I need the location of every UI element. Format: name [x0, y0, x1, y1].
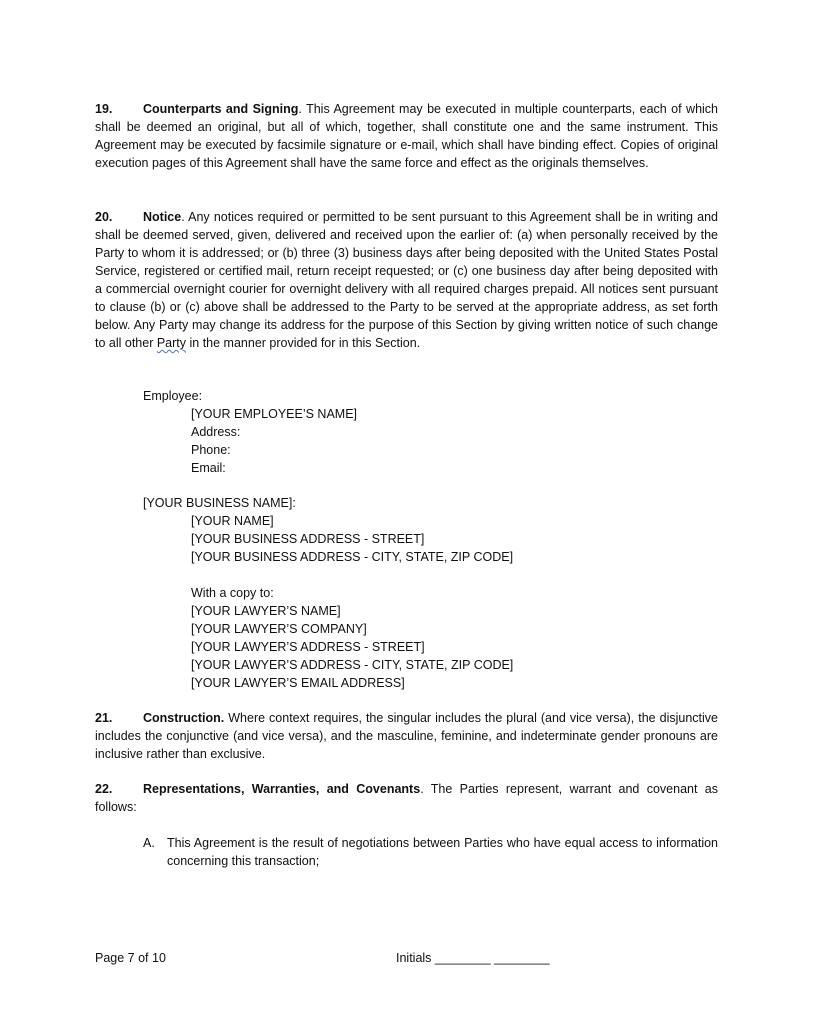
section-body-end: in the manner provided for in this Section. — [186, 336, 421, 350]
block-line: [YOUR BUSINESS ADDRESS - STREET] — [191, 532, 425, 546]
page-number: Page 7 of 10 — [95, 951, 166, 965]
section-title: Notice — [143, 210, 182, 224]
block-line: Email: — [191, 461, 226, 475]
list-item-text: This Agreement is the result of negotiations between Parties who have equal access to information concerning this transaction; — [167, 836, 718, 868]
block-line: [YOUR LAWYER’S ADDRESS - CITY, STATE, ZIP CODE] — [191, 658, 514, 672]
list-item — [143, 834, 718, 870]
block-label: [YOUR BUSINESS NAME]: — [143, 496, 296, 510]
section-body: . Any notices required or permitted to be sent pursuant to this Agreement shall be in writing and shall be deemed served, given, delivered and received upon the earlier of: (a) when personally received by the Party to whom it is addressed; or (b) three (3) business days after being deposited with the United States Postal Service, registered or certified mail, return receipt requested; or (c) one business day after being deposited with a commercial overnight courier for overnight delivery with all required charges prepaid. All notices sent pursuant to clause (b) or (c) above shall be addressed to the Party to be served at the appropriate address, as set forth below. Any Party may change its address for the purpose of this Section by giving written notice of such change to all other — [95, 210, 718, 350]
spellcheck-flagged-word[interactable]: Party — [156, 336, 187, 350]
section-title: Counterparts and Signing — [143, 102, 299, 116]
section-body: . This Agreement may be executed in multiple counterparts, each of which shall be deemed an original, but all of which, together, shall constitute one and the same instrument. This Agreement may be executed by facsimile signature or e-mail, which shall have binding effect. Copies of original execution pages of this Agreement shall have the same force and effect as the originals themselves. — [95, 102, 718, 170]
initials-line: Initials ________ ________ — [396, 951, 550, 965]
section-22 — [95, 780, 718, 816]
section-body: . The Parties represent, warrant and covenant as follows: — [95, 782, 718, 814]
block-line: [YOUR BUSINESS ADDRESS - CITY, STATE, ZIP CODE] — [191, 550, 514, 564]
block-label: Employee: — [143, 389, 203, 403]
section-number: 20. — [95, 210, 113, 224]
block-line: [YOUR NAME] — [191, 514, 274, 528]
section-21 — [95, 709, 718, 763]
block-line: [YOUR LAWYER’S COMPANY] — [191, 622, 367, 636]
section-body: Where context requires, the singular includes the plural (and vice versa), the disjunctive includes the conjunctive (and vice versa), and the masculine, feminine, and indeterminate gender pronouns are inclusive rather than exclusive. — [95, 711, 718, 761]
section-title: Representations, Warranties, and Covenants — [143, 782, 421, 796]
block-label: With a copy to: — [191, 586, 274, 600]
block-line: Address: — [191, 425, 241, 439]
block-line: [YOUR EMPLOYEE’S NAME] — [191, 407, 358, 421]
section-19 — [95, 100, 718, 172]
section-number: 19. — [95, 102, 113, 116]
section-number: 22. — [95, 782, 113, 796]
block-line: [YOUR LAWYER’S EMAIL ADDRESS] — [191, 676, 405, 690]
block-line: [YOUR LAWYER’S ADDRESS - STREET] — [191, 640, 425, 654]
block-line: Phone: — [191, 443, 231, 457]
list-item-letter: A. — [143, 836, 155, 850]
block-line: [YOUR LAWYER’S NAME] — [191, 604, 341, 618]
section-number: 21. — [95, 711, 113, 725]
section-20 — [95, 208, 718, 352]
section-title: Construction. — [143, 711, 225, 725]
